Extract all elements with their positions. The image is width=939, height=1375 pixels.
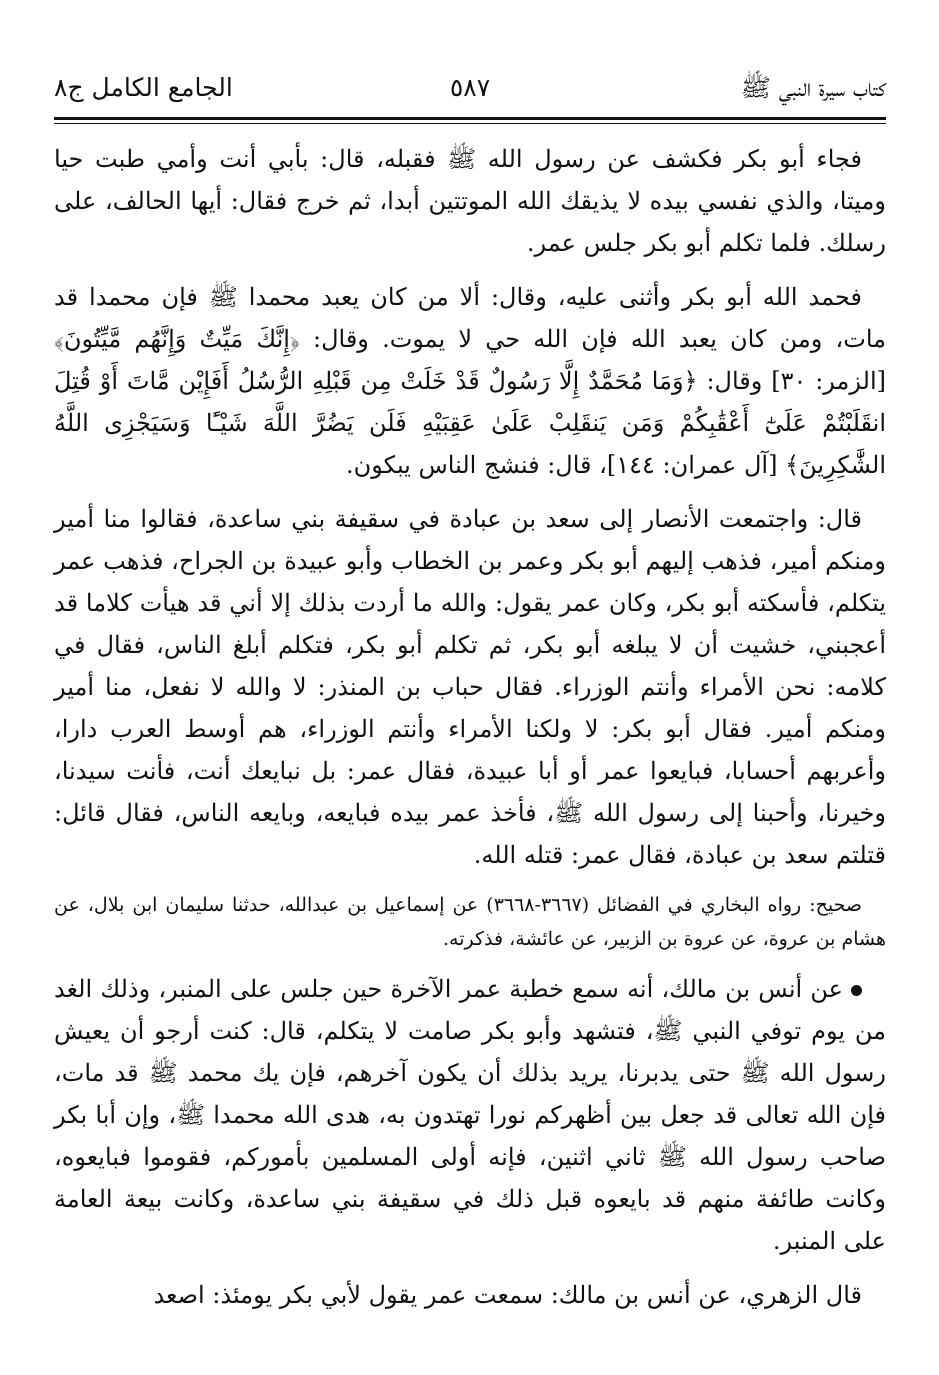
paragraph: فحمد الله أبو بكر وأثنى عليه، وقال: ألا من كان يعبد محمدا ﷺ فإن محمدا قد مات، ومن كان يعبد الله فإن الله حي لا يموت. وقال: ﴿إِنَّكَ مَيِّتٌ وَإِنَّهُم مَّيِّتُونَ﴾ [الزمر: ٣٠] وقال: ﴿وَمَا مُحَمَّدٌ إِلَّا رَسُولٌ قَدْ خَلَتْ مِن قَبْلِهِ الرُّسُلُ أَفَإِيْن مَّاتَ أَوْ قُتِلَ انقَلَبْتُمْ عَلَىٰٓ أَعْقَٰبِكُمْ وَمَن يَنقَلِبْ عَلَىٰ عَقِبَيْهِ فَلَن يَضُرَّ اللَّهَ شَيْـًٔا وَسَيَجْزِى اللَّهُ الشَّٰكِرِينَ﴾ [آل عمران: ١٤٤]، قال: فنشج الناس يبكون. bbox=[54, 283, 886, 479]
paragraph-text: عن أنس بن مالك، أنه سمع خطبة عمر الآخرة حين جلس على المنبر، وذلك الغد من يوم توفي النبي ﷺ، فتشهد وأبو بكر صامت لا يتكلم، قال: كنت أرجو أن يعيش رسول الله ﷺ حتى يدبرنا، يريد بذلك أن يكون آخرهم، فإن يك محمد ﷺ قد مات، فإن الله تعالى قد جعل بين أظهركم نورا تهتدون به، هدى الله محمدا ﷺ، وإن أبا بكر صاحب رسول الله ﷺ ثاني اثنين، فإنه أولى المسلمين بأموركم، فقوموا فبايعوه، وكانت طائفة منهم قد بايعوه قبل ذلك في سقيفة بني ساعدة، وكانت بيعة العامة على المنبر. bbox=[54, 975, 886, 1255]
volume-label: الجامع الكامل ج٨ bbox=[54, 73, 233, 102]
bullet-icon bbox=[851, 985, 862, 996]
paragraph: فجاء أبو بكر فكشف عن رسول الله ﷺ فقبله، قال: بأبي أنت وأمي طبت حيا وميتا، والذي نفسي بيده لا يذيقك الله الموتتين أبدا، ثم خرج فقال: أيها الحالف، على رسلك. فلما تكلم أبو بكر جلس عمر. bbox=[54, 145, 886, 257]
paragraph bbox=[54, 968, 886, 1262]
paragraph: قال: واجتمعت الأنصار إلى سعد بن عبادة في سقيفة بني ساعدة، فقالوا منا أمير ومنكم أمير، فذهب إليهم أبو بكر وعمر بن الخطاب وأبو عبيدة بن الجراح، فذهب عمر يتكلم، فأسكته أبو بكر، وكان عمر يقول: والله ما أردت بذلك إلا أني قد هيأت كلاما قد أعجبني، خشيت أن لا يبلغه أبو بكر، ثم تكلم أبو بكر، فتكلم أبلغ الناس، فقال في كلامه: نحن الأمراء وأنتم الوزراء. فقال حباب بن المنذر: لا والله لا نفعل، منا أمير ومنكم أمير. فقال أبو بكر: لا ولكنا الأمراء وأنتم الوزراء، هم أوسط العرب دارا، وأعربهم أحسابا، فبايعوا عمر أو أبا عبيدة، فقال عمر: بل نبايعك أنت، فأنت سيدنا، وخيرنا، وأحبنا إلى رسول الله ﷺ، فأخذ عمر بيده فبايعه، وبايعه الناس، فقال قائل: قتلتم سعد بن عبادة، فقال عمر: قتله الله. bbox=[54, 505, 886, 869]
hadith-footnote: صحيح: رواه البخاري في الفضائل (٣٦٦٧-٣٦٦٨) عن إسماعيل بن عبدالله، حدثنا سليمان ابن بلال، عن هشام بن عروة، عن عروة بن الزبير، عن عائشة، فذكرته. bbox=[54, 894, 886, 950]
page-body bbox=[54, 138, 886, 1328]
paragraph: قال الزهري، عن أنس بن مالك: سمعت عمر يقول لأبي بكر يومئذ: اصعد bbox=[153, 1281, 862, 1309]
header-rule-thick bbox=[54, 117, 886, 120]
book-title: كتاب سيرة النبي ﷺ bbox=[740, 73, 886, 102]
header-rule-thin bbox=[54, 123, 886, 124]
page-number: ٥٨٧ bbox=[449, 73, 491, 102]
running-header bbox=[54, 64, 886, 112]
